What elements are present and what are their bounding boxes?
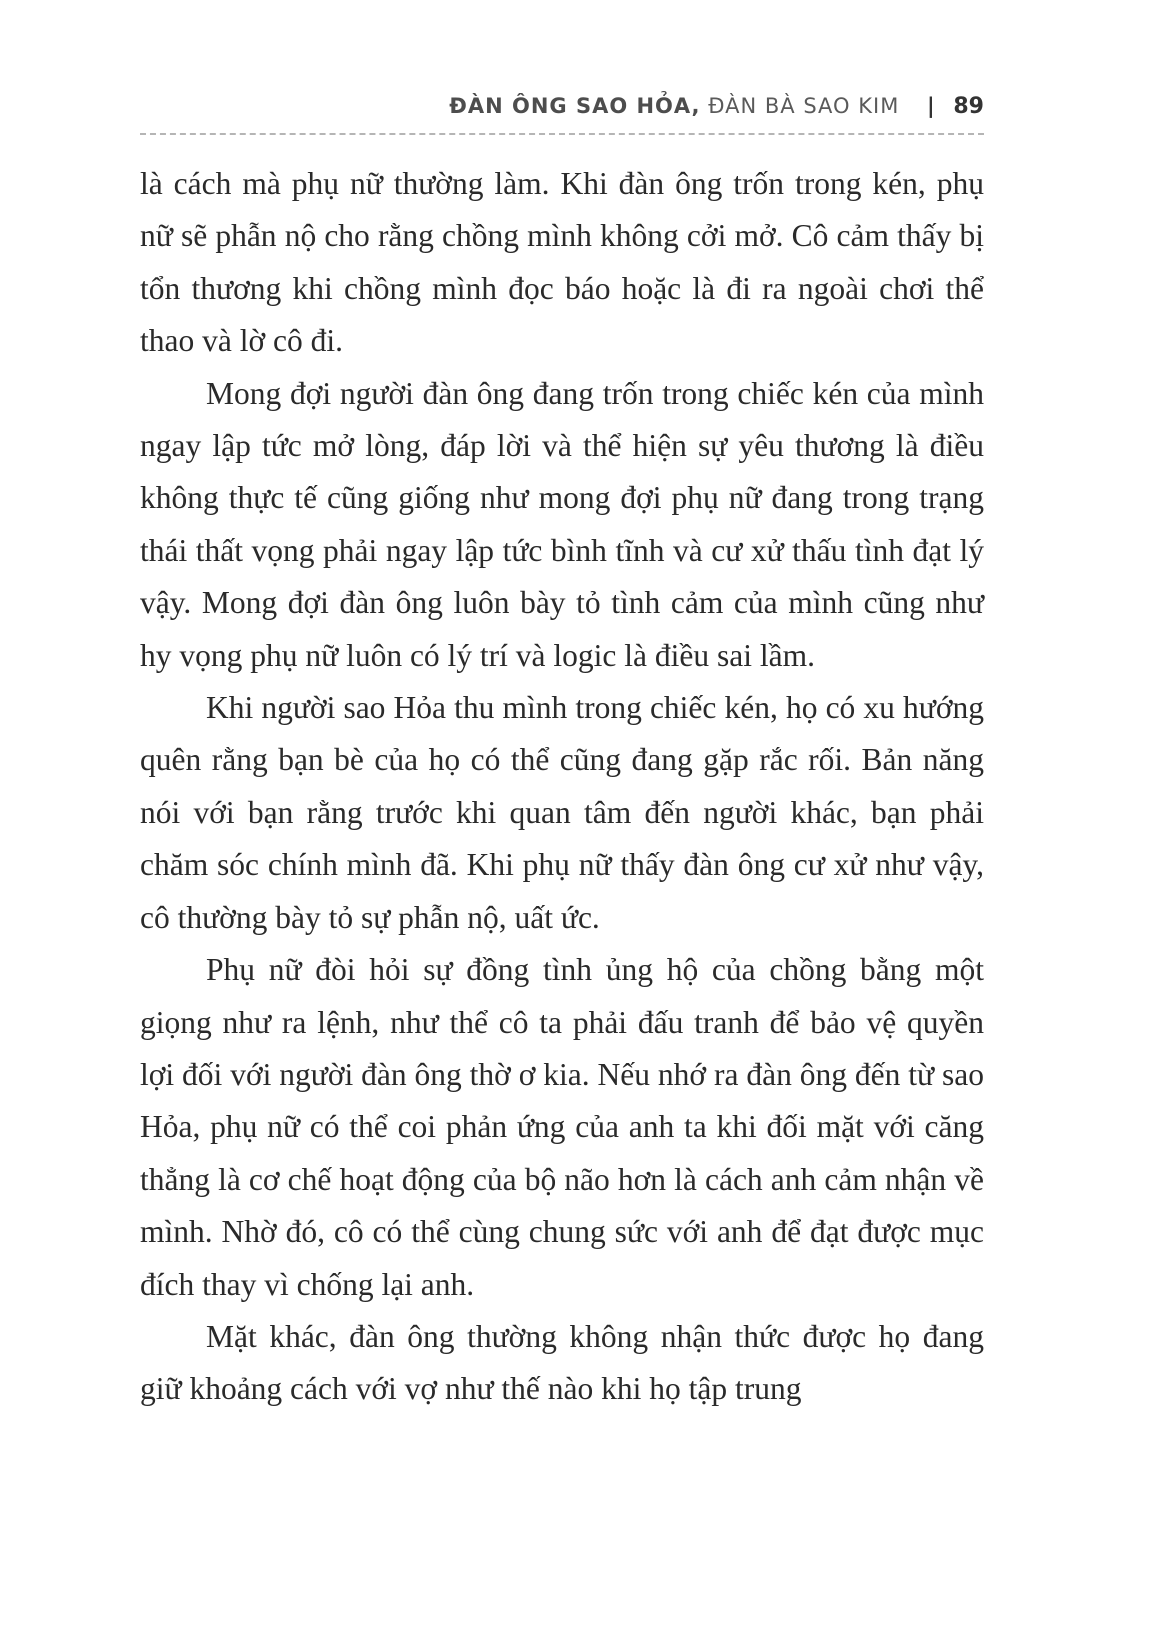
header-separator: | — [927, 94, 936, 118]
page-number: 89 — [953, 94, 984, 119]
book-title-bold: ĐÀN ÔNG SAO HỎA, — [449, 94, 701, 118]
paragraph-continued: là cách mà phụ nữ thường làm. Khi đàn ông trốn trong kén, phụ nữ sẽ phẫn nộ cho rằng chồng mình không cởi mở. Cô cảm thấy bị tổn thương khi chồng mình đọc báo hoặc là đi ra ngoài chơi thể thao và lờ cô đi. — [140, 166, 984, 359]
paragraph: Mong đợi người đàn ông đang trốn trong chiếc kén của mình ngay lập tức mở lòng, đáp lời và thể hiện sự yêu thương là điều không thực tế cũng giống như mong đợi phụ nữ đang trong trạng thái thất vọng phải ngay lập tức bình tĩnh và cư xử thấu tình đạt lý vậy. Mong đợi đàn ông luôn bày tỏ tình cảm của mình cũng như hy vọng phụ nữ luôn có lý trí và logic là điều sai lầm. — [140, 375, 984, 673]
paragraph: Khi người sao Hỏa thu mình trong chiếc kén, họ có xu hướng quên rằng bạn bè của họ có thể cũng đang gặp rắc rối. Bản năng nói với bạn rằng trước khi quan tâm đến người khác, bạn phải chăm sóc chính mình đã. Khi phụ nữ thấy đàn ông cư xử như vậy, cô thường bày tỏ sự phẫn nộ, uất ức. — [140, 690, 984, 935]
paragraph: Phụ nữ đòi hỏi sự đồng tình ủng hộ của chồng bằng một giọng như ra lệnh, như thể cô ta phải đấu tranh để bảo vệ quyền lợi đối với người đàn ông thờ ơ kia. Nếu nhớ ra đàn ông đến từ sao Hỏa, phụ nữ có thể coi phản ứng của anh ta khi đối mặt với căng thẳng là cơ chế hoạt động của bộ não hơn là cách anh cảm nhận về mình. Nhờ đó, cô có thể cùng chung sức với anh để đạt được mục đích thay vì chống lại anh. — [140, 952, 984, 1302]
header-dashed-rule — [140, 133, 984, 135]
body-text — [140, 158, 984, 1416]
paragraph: Mặt khác, đàn ông thường không nhận thức được họ đang giữ khoảng cách với vợ như thế nào khi họ tập trung — [140, 1318, 984, 1407]
running-header — [140, 88, 984, 128]
book-title-light: ĐÀN BÀ SAO KIM — [708, 94, 900, 118]
